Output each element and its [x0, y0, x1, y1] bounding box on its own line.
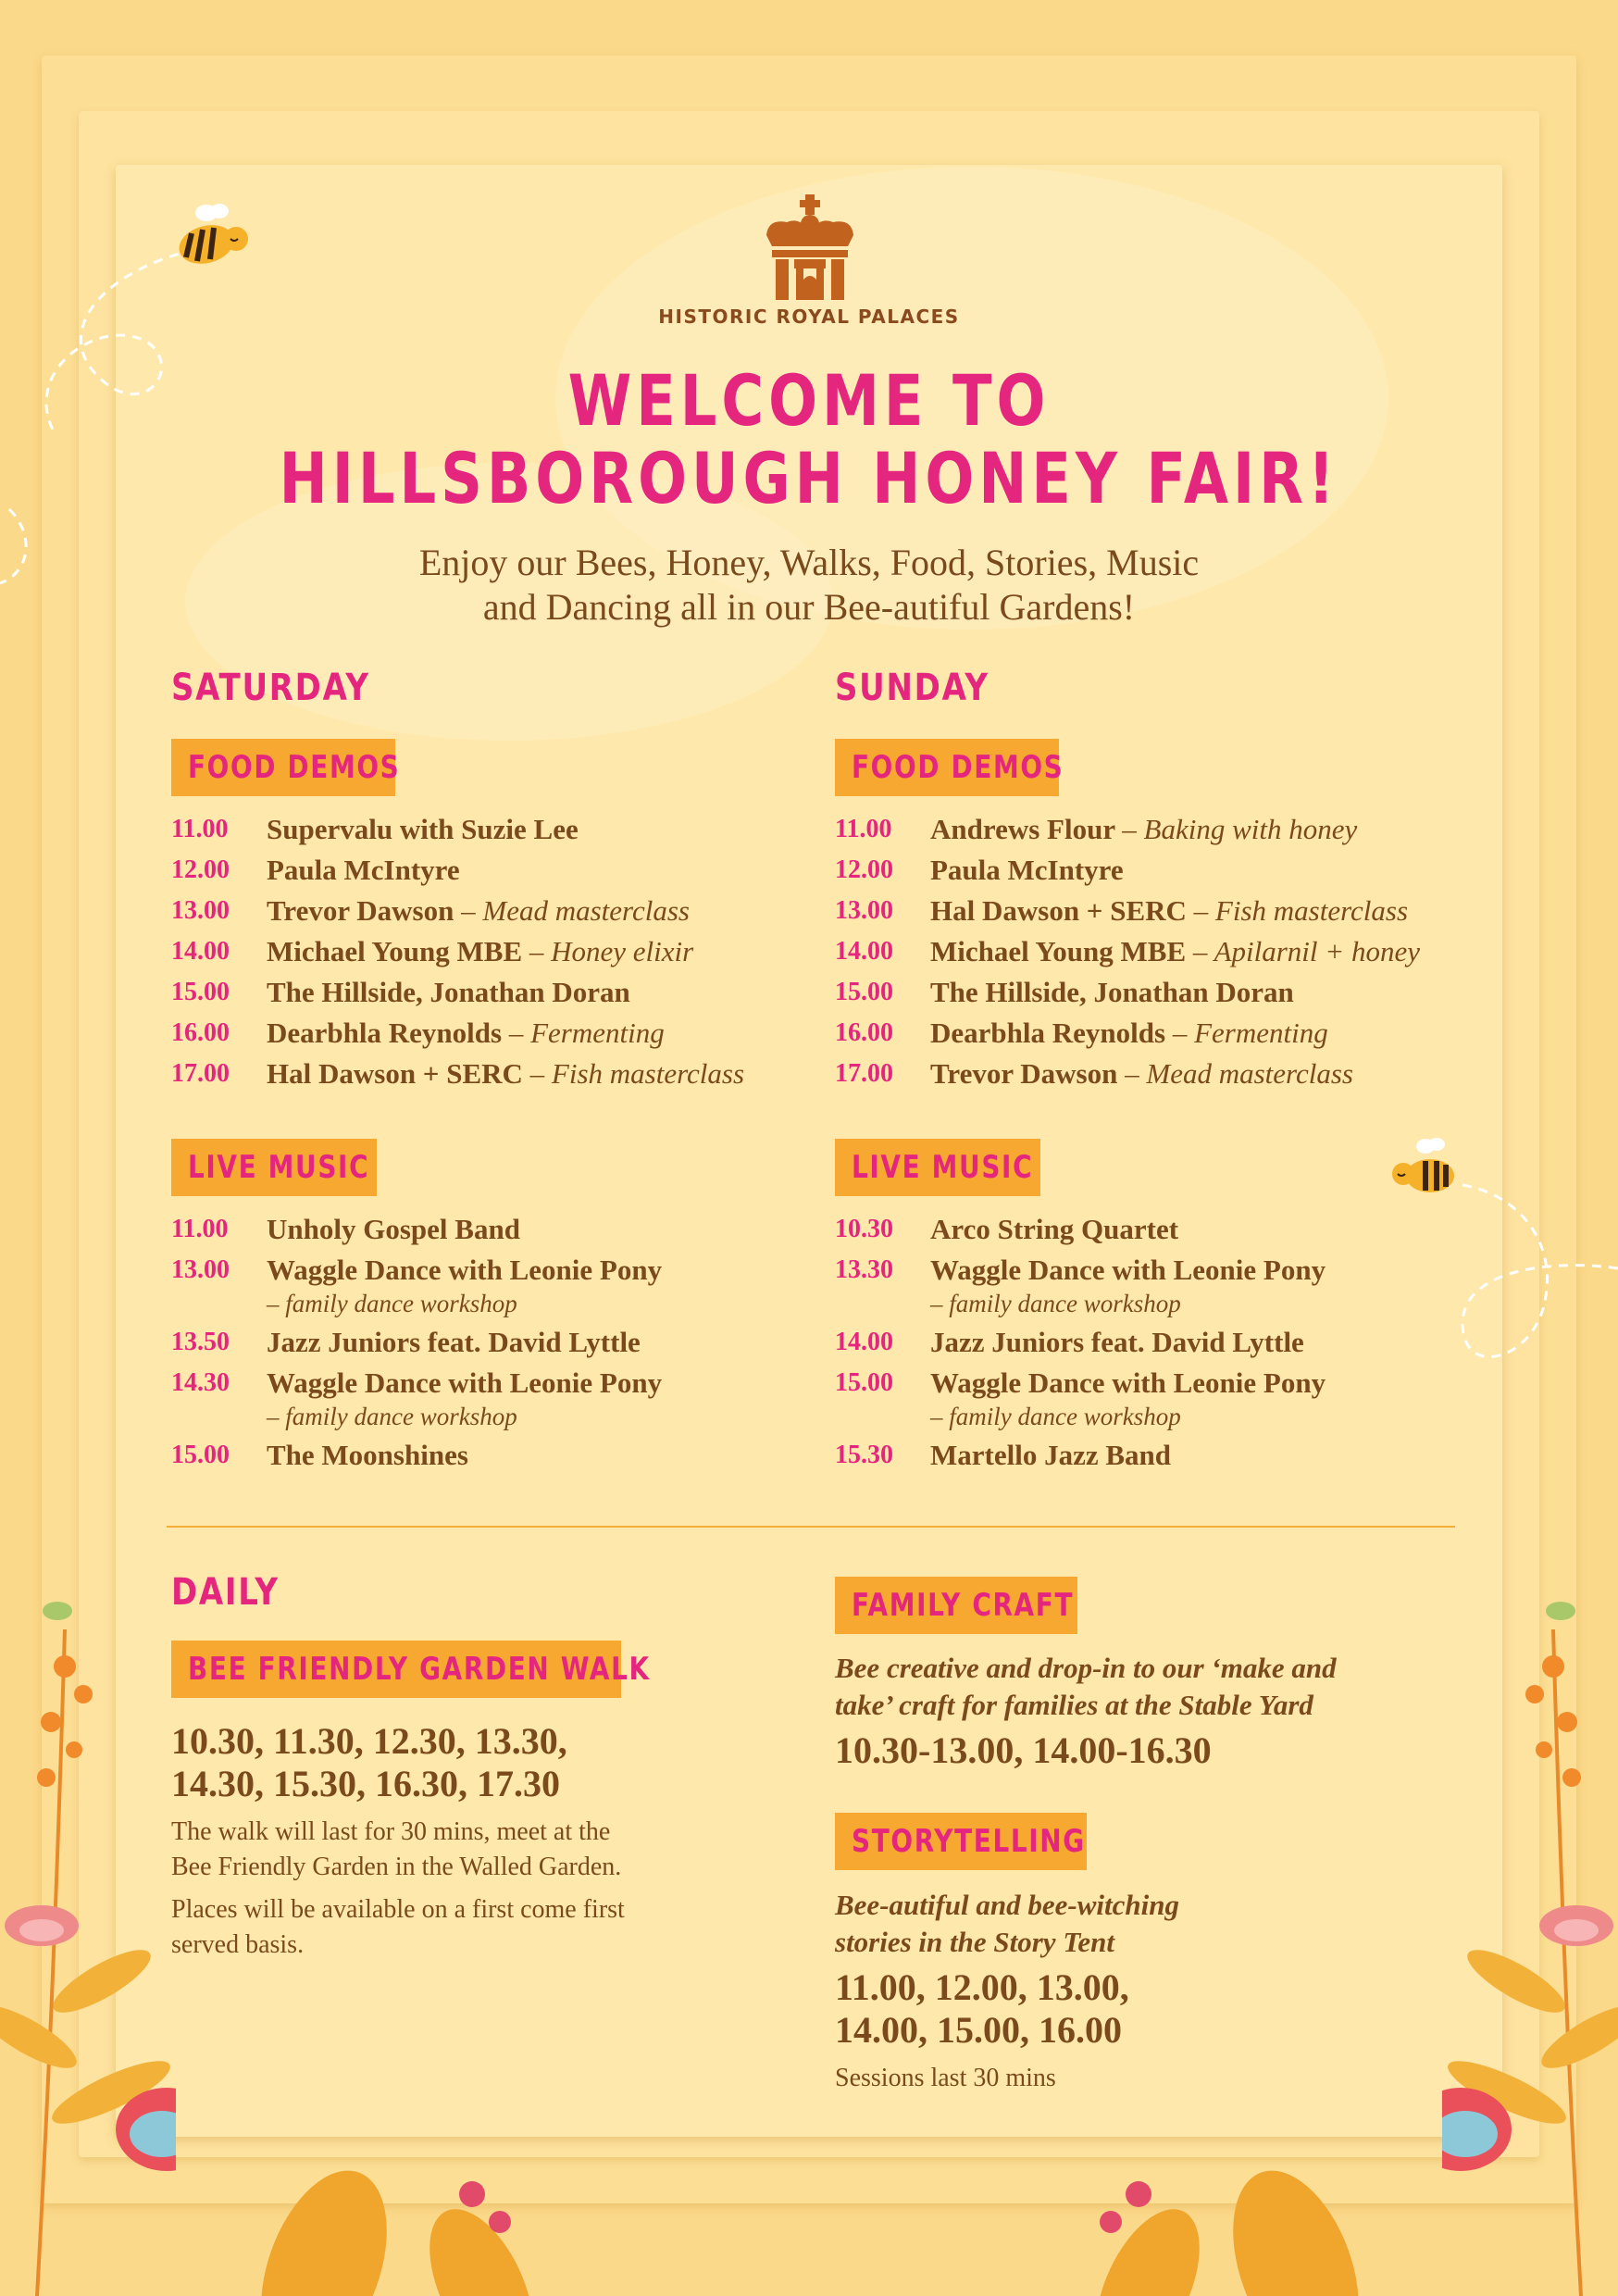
storytelling-desc-line-1: Bee-autiful and bee-witching — [835, 1889, 1179, 1921]
list-item: 14.00 Michael Young MBE – Honey elixir — [171, 935, 694, 967]
bee-icon — [1388, 1137, 1462, 1202]
page-title-line-2: HILLSBOROUGH HONEY FAIR! — [279, 437, 1339, 519]
walk-note-line-3: Places will be available on a first come first — [171, 1895, 625, 1924]
list-item: 13.30 Waggle Dance with Leonie Pony — [835, 1254, 1326, 1286]
list-item: 13.50 Jazz Juniors feat. David Lyttle — [171, 1326, 641, 1358]
list-item: 11.00 Supervalu with Suzie Lee — [171, 813, 579, 845]
bee-flight-path-icon — [1444, 1167, 1618, 1416]
list-item: 11.00 Andrews Flour – Baking with honey — [835, 813, 1358, 845]
bee-icon — [171, 202, 255, 276]
saturday-heading: SATURDAY — [171, 667, 370, 709]
sunday-food-list — [835, 809, 1483, 1094]
list-item: 13.00 Hal Dawson + SERC – Fish masterclass — [835, 894, 1409, 927]
list-item: 17.00 Hal Dawson + SERC – Fish masterclass — [171, 1057, 745, 1090]
storytelling-note: Sessions last 30 mins — [835, 2064, 1056, 2092]
sunday-live-music-tag: LIVE MUSIC — [835, 1139, 1040, 1196]
daily-heading: DAILY — [171, 1571, 280, 1614]
list-item: 12.00 Paula McIntyre — [835, 854, 1124, 886]
sunday-music-list — [835, 1209, 1464, 1476]
family-craft-desc-line-2: take’ craft for families at the Stable Yard — [835, 1689, 1313, 1721]
saturday-live-music-tag: LIVE MUSIC — [171, 1139, 377, 1196]
garden-walk-tag: BEE FRIENDLY GARDEN WALK — [171, 1641, 621, 1698]
sunday-food-demos-tag: FOOD DEMOS — [835, 739, 1059, 796]
list-item: 17.00 Trevor Dawson – Mead masterclass — [835, 1057, 1353, 1090]
list-item: 16.00 Dearbhla Reynolds – Fermenting — [835, 1017, 1328, 1049]
page-title-line-1: WELCOME TO — [567, 359, 1051, 442]
list-item-subtitle: – family dance workshop — [267, 1290, 517, 1317]
flower-icon — [1442, 1574, 1618, 2296]
saturday-food-demos-tag: FOOD DEMOS — [171, 739, 395, 796]
sunday-heading: SUNDAY — [835, 667, 989, 709]
family-craft-tag: FAMILY CRAFT — [835, 1577, 1077, 1634]
list-item: 14.00 Jazz Juniors feat. David Lyttle — [835, 1326, 1304, 1358]
list-item: 14.30 Waggle Dance with Leonie Pony — [171, 1366, 663, 1399]
walk-times-line-1: 10.30, 11.30, 12.30, 13.30, — [171, 1720, 567, 1762]
list-item: 10.30 Arco String Quartet — [835, 1213, 1179, 1245]
list-item: 15.00 Waggle Dance with Leonie Pony — [835, 1366, 1326, 1399]
list-item: 13.00 Waggle Dance with Leonie Pony — [171, 1254, 663, 1286]
list-item: 15.00 The Hillside, Jonathan Doran — [171, 976, 630, 1008]
list-item: 15.00 The Hillside, Jonathan Doran — [835, 976, 1294, 1008]
walk-note-line-4: served basis. — [171, 1930, 305, 1959]
brand-name: HISTORIC ROYAL PALACES — [658, 306, 960, 328]
saturday-food-list — [171, 809, 801, 1094]
list-item: 14.00 Michael Young MBE – Apilarnil + honey — [835, 935, 1420, 967]
section-divider — [167, 1526, 1455, 1528]
list-item: 11.00 Unholy Gospel Band — [171, 1213, 520, 1245]
storytelling-times-line-2: 14.00, 15.00, 16.00 — [835, 2009, 1122, 2051]
leaf-icon — [185, 2139, 1433, 2296]
list-item: 16.00 Dearbhla Reynolds – Fermenting — [171, 1017, 665, 1049]
family-craft-times: 10.30-13.00, 14.00-16.30 — [835, 1729, 1212, 1771]
list-item-subtitle: – family dance workshop — [930, 1403, 1181, 1430]
saturday-music-list — [171, 1209, 801, 1476]
walk-times-line-2: 14.30, 15.30, 16.30, 17.30 — [171, 1763, 560, 1804]
list-item-subtitle: – family dance workshop — [267, 1403, 517, 1430]
walk-note-line-2: Bee Friendly Garden in the Walled Garden. — [171, 1853, 622, 1881]
storytelling-times-line-1: 11.00, 12.00, 13.00, — [835, 1966, 1129, 2008]
walk-note-line-1: The walk will last for 30 mins, meet at the — [171, 1817, 611, 1846]
list-item: 12.00 Paula McIntyre — [171, 854, 460, 886]
flower-icon — [0, 1574, 176, 2296]
subtitle-line-1: Enjoy our Bees, Honey, Walks, Food, Stories, Music — [418, 542, 1200, 583]
list-item: 15.00 The Moonshines — [171, 1439, 468, 1471]
subtitle-line-2: and Dancing all in our Bee-autiful Gardens! — [482, 586, 1136, 628]
crown-palace-logo-icon — [759, 194, 861, 306]
family-craft-desc-line-1: Bee creative and drop-in to our ‘make and — [835, 1652, 1337, 1684]
list-item: 15.30 Martello Jazz Band — [835, 1439, 1172, 1471]
storytelling-desc-line-2: stories in the Story Tent — [835, 1926, 1115, 1958]
list-item: 13.00 Trevor Dawson – Mead masterclass — [171, 894, 690, 927]
storytelling-tag: STORYTELLING — [835, 1813, 1087, 1870]
list-item-subtitle: – family dance workshop — [930, 1290, 1181, 1317]
